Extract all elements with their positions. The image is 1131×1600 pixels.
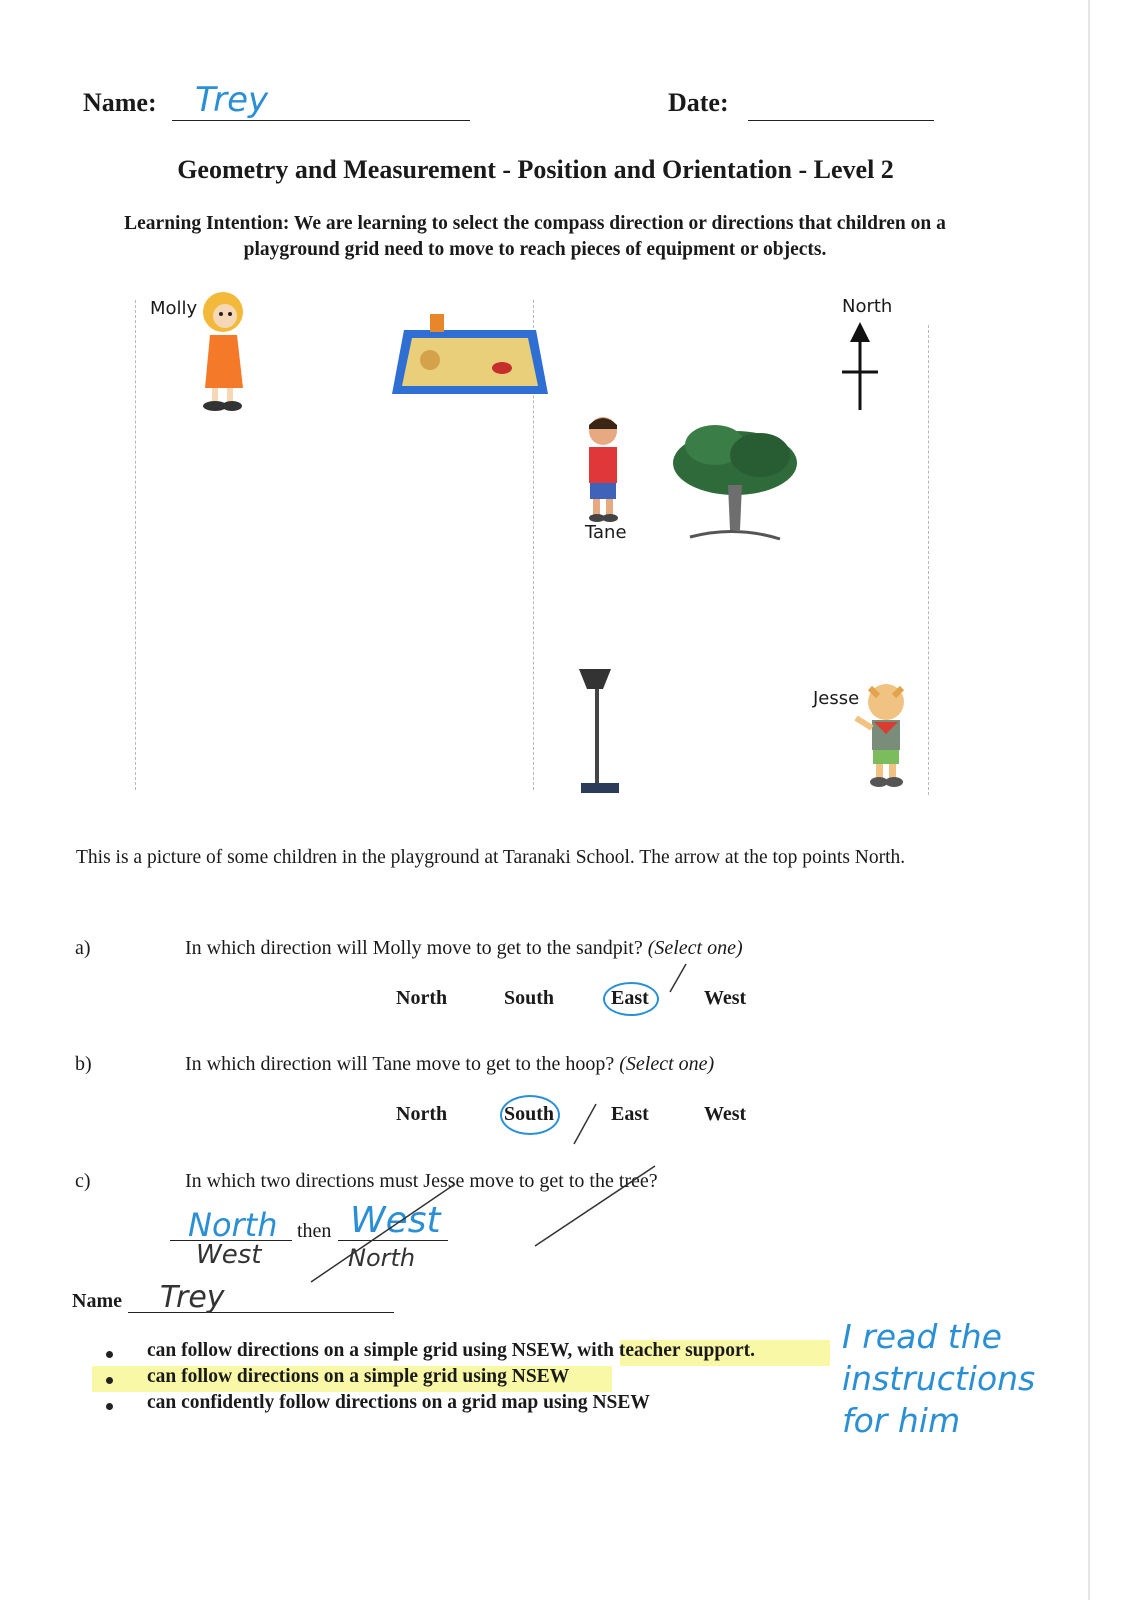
option-a-north[interactable]: North (396, 987, 448, 1009)
criterion-3: can confidently follow directions on a grid map using NSEW (147, 1392, 650, 1413)
date-label: Date: (668, 88, 729, 117)
question-b-hint: (Select one) (619, 1053, 715, 1075)
name-label: Name: (83, 88, 157, 117)
jesse-label: Jesse (813, 688, 860, 709)
molly-label: Molly (150, 298, 198, 319)
question-a-text (185, 937, 743, 960)
jesse-figure (852, 682, 916, 794)
option-b-south-circle (500, 1095, 560, 1135)
option-b-west[interactable]: West (704, 1103, 747, 1125)
name-line[interactable] (172, 120, 470, 121)
option-b-north[interactable]: North (396, 1103, 448, 1125)
hoop-image (575, 665, 625, 797)
option-a-south[interactable]: South (504, 987, 555, 1009)
option-a-east-circle (603, 982, 659, 1016)
molly-figure (195, 290, 255, 415)
correction-c-second: North (348, 1244, 416, 1272)
criterion-2: can follow directions on a simple grid using NSEW (147, 1366, 570, 1387)
tree-image (670, 415, 800, 545)
question-c-letter: c) (75, 1170, 91, 1192)
assessment-name-value: Trey (160, 1280, 225, 1315)
question-c-prompt: In which two directions must Jesse move to get to the tree? (185, 1170, 658, 1192)
teacher-note: I read the instructions for him (842, 1317, 1036, 1440)
tick-mark-b (570, 1100, 600, 1148)
intention-text: We are learning to select the compass direction or directions that children on a playground grid need to move to reach pieces of equipment or objects. (243, 213, 946, 260)
answer-c-first: North (188, 1206, 278, 1244)
question-a-hint: (Select one) (647, 937, 743, 959)
question-a-prompt: In which direction will Molly move to get to the sandpit? (185, 937, 643, 959)
bullet-2 (106, 1377, 113, 1384)
page-edge (1088, 0, 1090, 1600)
answer-c-connector: then (297, 1220, 332, 1242)
picture-description: This is a picture of some children in the playground at Taranaki School. The arrow at the top points North. (76, 847, 906, 868)
north-arrow-icon (840, 320, 880, 412)
tick-mark-a (668, 960, 698, 996)
question-b-letter: b) (75, 1053, 92, 1075)
correction-c-first: West (196, 1240, 262, 1270)
date-line[interactable] (748, 120, 934, 121)
tane-figure (583, 415, 623, 525)
bullet-3 (106, 1403, 113, 1410)
intention-label: Learning Intention: (124, 213, 290, 234)
tane-label: Tane (585, 522, 627, 543)
option-a-west[interactable]: West (704, 987, 747, 1009)
page-title: Geometry and Measurement - Position and Orientation - Level 2 (177, 155, 894, 184)
option-a-east[interactable]: East (611, 987, 649, 1009)
sandpit-image (390, 310, 550, 400)
question-a-letter: a) (75, 937, 91, 959)
strike-mark-c (305, 1160, 665, 1290)
question-b-prompt: In which direction will Tane move to get to the hoop? (185, 1053, 615, 1075)
bullet-1 (106, 1351, 113, 1358)
question-b-text (185, 1053, 714, 1076)
assessment-name-label: Name (72, 1290, 122, 1312)
north-label: North (842, 296, 893, 317)
answer-c-second: West (350, 1200, 441, 1241)
option-b-south[interactable]: South (504, 1103, 555, 1125)
criterion-1: can follow directions on a simple grid using NSEW, with teacher support. (147, 1340, 755, 1361)
learning-intention (80, 211, 990, 263)
name-value: Trey (195, 80, 269, 120)
option-b-east[interactable]: East (611, 1103, 649, 1125)
